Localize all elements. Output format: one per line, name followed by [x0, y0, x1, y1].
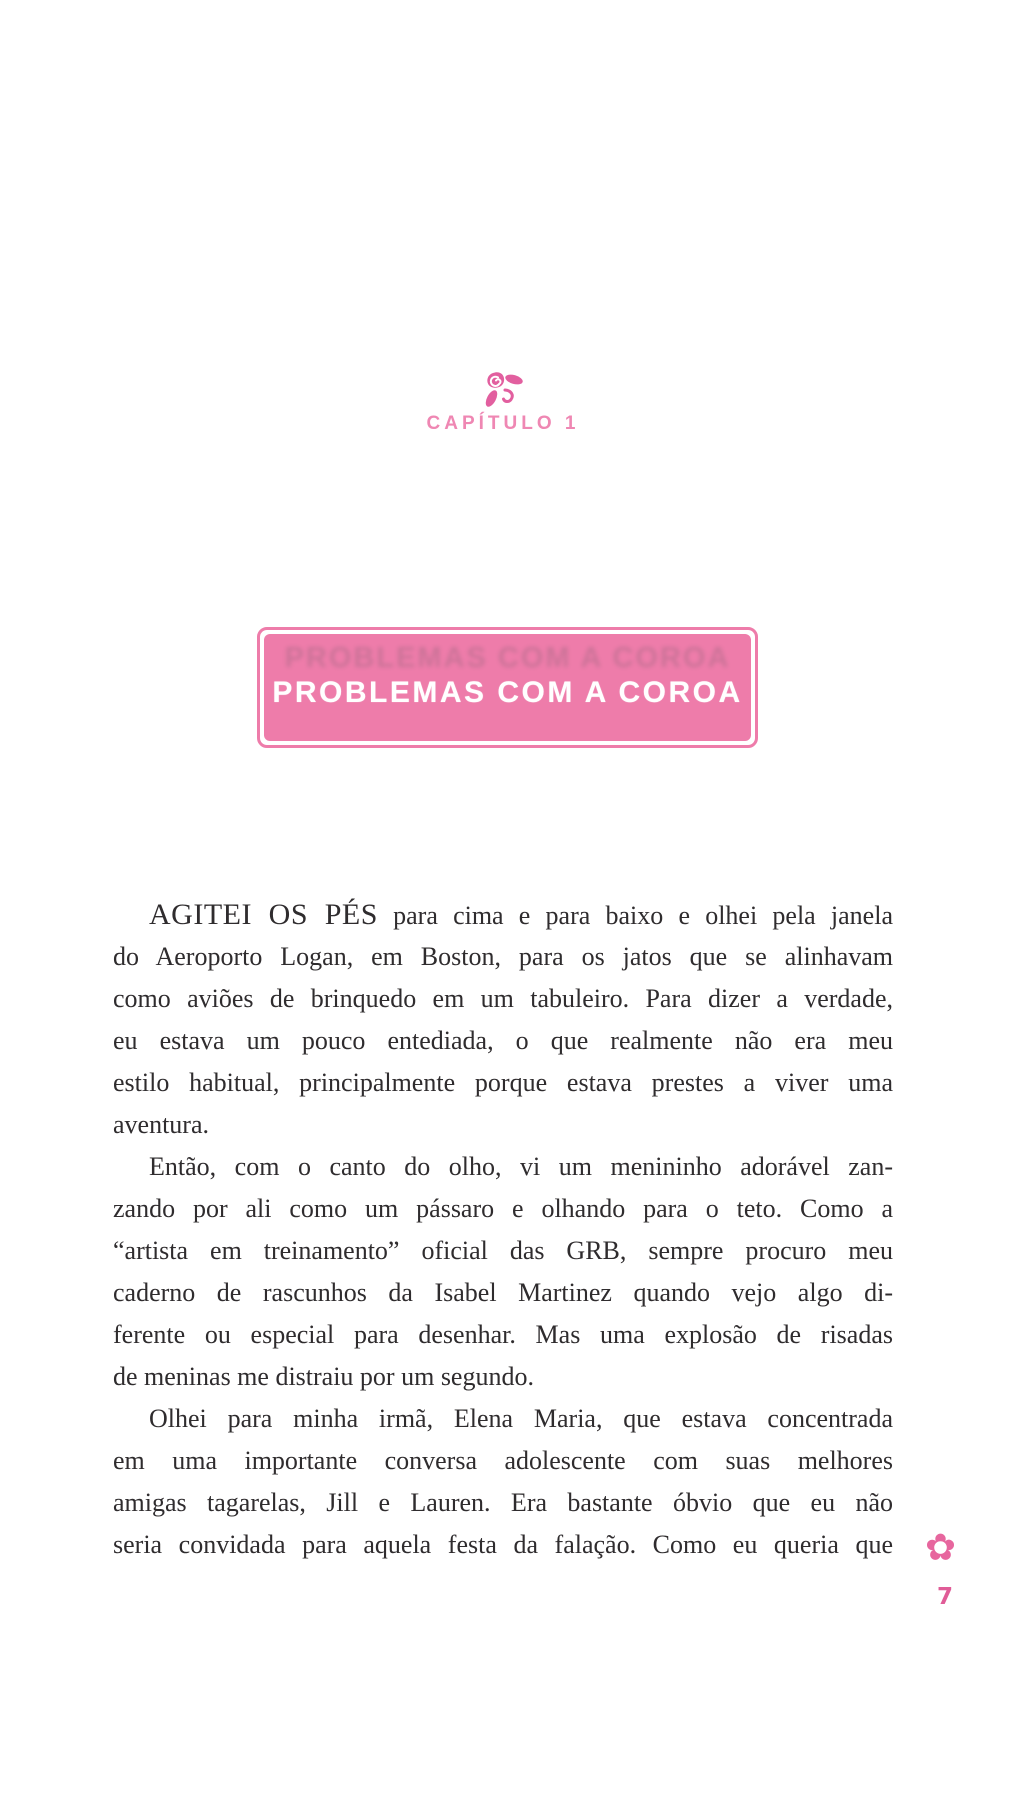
- page-number: 7: [937, 1584, 954, 1610]
- text-line: como aviões de brinquedo em um tabuleiro. Para dizer a verdade,: [113, 984, 893, 1013]
- text-line: de meninas me distraiu por um segundo.: [113, 1362, 534, 1391]
- rose-icon: [478, 370, 528, 412]
- text-line: Olhei para minha irmã, Elena Maria, que estava concentrada: [149, 1404, 893, 1433]
- text-line: zando por ali como um pássaro e olhando para o teto. Como a: [113, 1194, 893, 1223]
- title-print-through-ghost: PROBLEMAS COM A COROA: [284, 642, 731, 674]
- chapter-title: PROBLEMAS COM A COROA: [272, 675, 743, 709]
- text-line: em uma importante conversa adolescente com suas melhores: [113, 1446, 893, 1475]
- text-line: AGITEI OS PÉS para cima e para baixo e olhei pela janela: [149, 898, 893, 931]
- text-line: “artista em treinamento” oficial das GRB, sempre procuro meu: [113, 1236, 893, 1265]
- text-line: Então, com o canto do olho, vi um menininho adorável zan-: [149, 1152, 893, 1181]
- text-line: estilo habitual, principalmente porque estava prestes a viver uma: [113, 1068, 893, 1097]
- text-line: eu estava um pouco entediada, o que realmente não era meu: [113, 1026, 893, 1055]
- text-line: caderno de rascunhos da Isabel Martinez quando vejo algo di-: [113, 1278, 893, 1307]
- text-line: amigas tagarelas, Jill e Lauren. Era bastante óbvio que eu não: [113, 1488, 893, 1517]
- text-line: seria convidada para aquela festa da falação. Como eu queria que: [113, 1530, 893, 1559]
- paragraph: [113, 1398, 893, 1566]
- paragraph: [113, 1146, 893, 1398]
- chapter-kicker: CAPÍTULO 1: [426, 413, 580, 434]
- chapter-ornament: [113, 370, 893, 414]
- paragraph: [113, 894, 893, 1146]
- text-line: do Aeroporto Logan, em Boston, para os jatos que se alinhavam: [113, 942, 893, 971]
- chapter-title-box: [257, 627, 758, 748]
- text-line: ferente ou especial para desenhar. Mas uma explosão de risadas: [113, 1320, 893, 1349]
- chapter-title-box-inner: [264, 634, 751, 741]
- body-text: [113, 894, 893, 1566]
- florette-icon: ✿: [925, 1526, 957, 1569]
- text-line: aventura.: [113, 1110, 210, 1139]
- paragraph-lead-caps: AGITEI OS PÉS: [149, 898, 378, 931]
